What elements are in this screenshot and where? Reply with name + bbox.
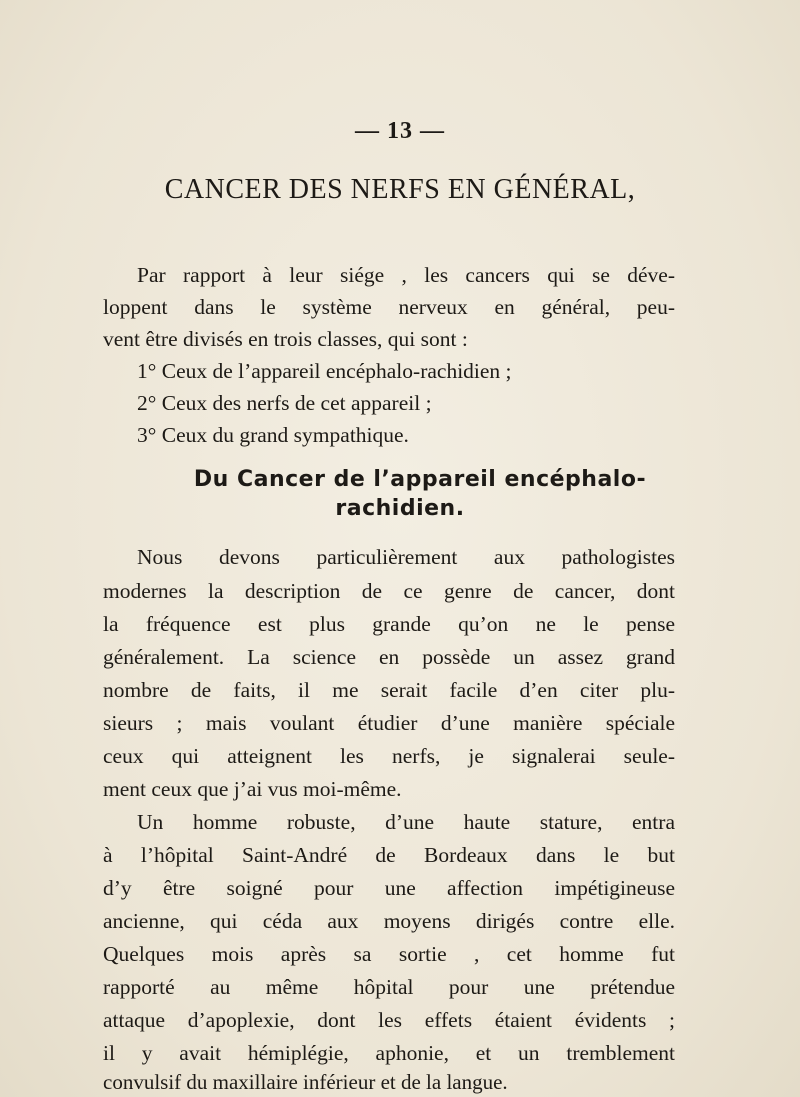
body-line: généralement. La science en possède un assez grand [103,645,675,669]
body-line: Nous devons particulièrement aux pathologistes [137,545,675,569]
body-line: d’y être soigné pour une affection impétigineuse [103,876,675,900]
class-item: 2° Ceux des nerfs de cet appareil ; [137,391,432,415]
body-line: modernes la description de ce genre de cancer, dont [103,579,675,603]
body-line: ceux qui atteignent les nerfs, je signalerai seule- [103,744,675,768]
class-item: 3° Ceux du grand sympathique. [137,423,409,447]
body-line: la fréquence est plus grande qu’on ne le pense [103,612,675,636]
class-item: 1° Ceux de l’appareil encéphalo-rachidien ; [137,359,512,383]
body-line: il y avait hémiplégie, aphonie, et un tremblement [103,1041,675,1065]
section-heading-continued: rachidien. [335,496,465,521]
body-line: à l’hôpital Saint-André de Bordeaux dans le but [103,843,675,867]
body-line: ancienne, qui céda aux moyens dirigés contre elle. [103,909,675,933]
body-line: vent être divisés en trois classes, qui sont : [103,327,468,351]
body-line: sieurs ; mais voulant étudier d’une manière spéciale [103,711,675,735]
body-line: Quelques mois après sa sortie , cet homme fut [103,942,675,966]
body-line: loppent dans le système nerveux en général, peu- [103,295,675,319]
body-line: Un homme robuste, d’une haute stature, entra [137,810,675,834]
body-line: attaque d’apoplexie, dont les effets étaient évidents ; [103,1008,675,1032]
chapter-title: CANCER DES NERFS EN GÉNÉRAL, [164,174,636,205]
body-line: convulsif du maxillaire inférieur et de la langue. [103,1070,508,1094]
page-number: — 13 — [355,118,445,144]
body-line: ment ceux que j’ai vus moi-même. [103,777,402,801]
body-line: rapporté au même hôpital pour une prétendue [103,975,675,999]
body-line: nombre de faits, il me serait facile d’en citer plu- [103,678,675,702]
body-line: Par rapport à leur siége , les cancers qui se déve- [137,263,675,287]
section-heading: Du Cancer de l’appareil encéphalo- [193,467,647,492]
